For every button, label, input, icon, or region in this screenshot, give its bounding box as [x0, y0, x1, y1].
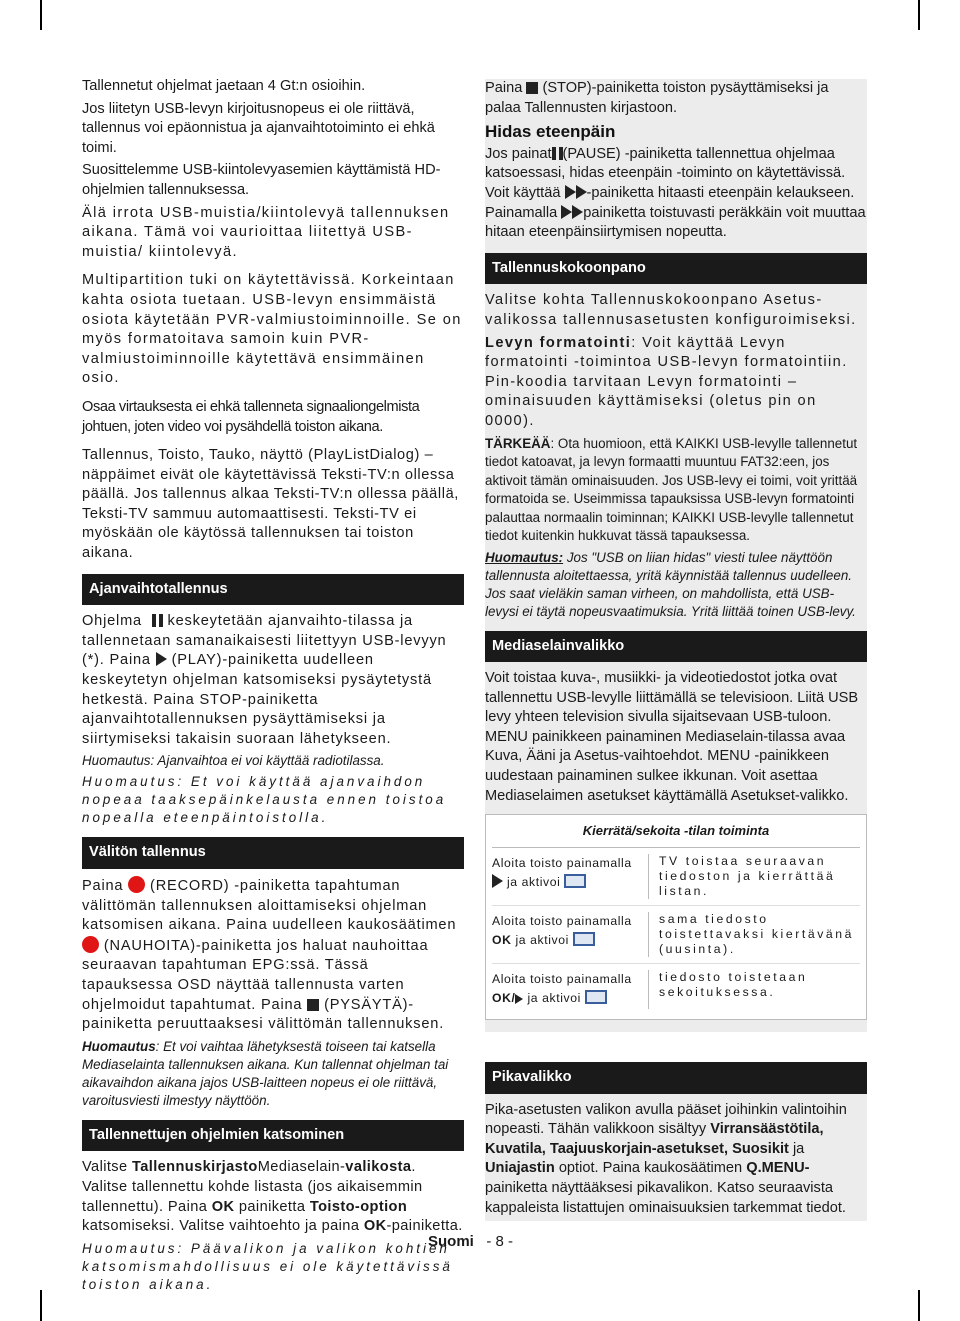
crop-mark [40, 0, 42, 30]
section-header-timeshift: Ajanvaihtotallennus [82, 574, 464, 606]
quick-menu-section [485, 1062, 867, 1221]
section-header-recording-config: Tallennuskokoonpano [485, 253, 867, 285]
page-footer [428, 1233, 513, 1250]
paragraph: Jos liitetyn USB-levyn kirjoitusnopeus ei ole riittävä, tallennus voi epäonnistua ja ajanvaihtotoiminto ei ehkä toimi. [82, 100, 435, 156]
important-paragraph: TÄRKEÄÄ: Ota huomioon, että KAIKKI USB-levylle tallennetut tiedot katoavat, ja levyn formaatti muuntuu FAT32:een, jos aktivoit tämän ominaisuuden. Jos USB-levy ei toimi, voit yrittää formatoida se. Useimmissa tapauksissa USB-levyn formatointi palauttaa normaalin toiminnan; KAIKKI USB-levylle tallennetut tiedot kuitenkin hukkuvat tässä tapauksessa. [485, 435, 858, 543]
fast-forward-icon [561, 205, 572, 219]
paragraph: Tallennus, Toisto, Tauko, näyttö (PlayListDialog) –näppäimet eivät ole käytettävissä Teksti-TV:n ollessa päällä. Jos tallennus alkaa Teksti-TV:n ollessa päällä, Teksti-TV sammuu automaattisesti. Teksti-TV ei myöskään ole käytössä tallennuksen tai toiston aikana. [82, 447, 459, 562]
section-header-media-browser: Mediaselainvalikko [485, 631, 867, 663]
table-row: Aloita toisto painamalla OK ja aktivoi sama tiedosto toistettavaksi kiertävänä (uusinta). [492, 906, 860, 964]
section-header-quick-menu: Pikavalikko [485, 1062, 867, 1094]
loop-shuffle-table [485, 814, 867, 1020]
play-icon [492, 874, 503, 888]
watching-paragraph: Valitse TallennuskirjastoMediaselain-valikosta. Valitse tallennettu kohde listasta (jos aikaisemmin tallennettu). Paina OK painiketta Toisto-option katsomiseksi. Valitse vaihtoehto ja paina OK-painiketta. [82, 1159, 463, 1235]
format-paragraph: Levyn formatointi: Voit käyttää Levyn formatointi -toimintoa USB-levyn formatointiin. Pin-koodia tarvitaan Levyn formatointi –ominaisuuden käyttämiseksi (oletus pin on 0000). [485, 334, 848, 429]
section-header-watching-recordings: Tallennettujen ohjelmien katsominen [82, 1120, 464, 1152]
footer-language: Suomi [428, 1233, 474, 1250]
fast-forward-icon [565, 185, 576, 199]
section-header-instant-recording: Välitön tallennus [82, 837, 464, 869]
repeat-one-icon [573, 932, 595, 946]
table-title: Kierrätä/sekoita -tilan toiminta [492, 819, 860, 848]
stop-icon [526, 82, 538, 94]
note: Huomautus: Et voi vaihtaa lähetyksestä toiseen tai katsella Mediaselainta tallennuksen aikana. Kun tallennat ohjelman tai aikavaihdon aikana jajos USB-laitteen nopeus ei ole riittävä, varoitusviesti ilmestyy näyttöön. [82, 1038, 449, 1108]
table-row: Aloita toisto painamalla ja aktivoi TV toistaa seuraavan tiedoston ja kierrättää listan. [492, 848, 860, 906]
paragraph: Multipartition tuki on käytettävissä. Korkeintaan kahta osiota tuetaan. USB-levyn ensimmäistä osiota käytetään PVR-valmiustoiminnoille. Se on myös formatoitava samoin kuin PVR-valmiustoiminnoille käytettävä ensimmäinen osio. [82, 272, 462, 387]
shuffle-icon [585, 990, 607, 1004]
fast-forward-icon [572, 205, 583, 219]
stop-paragraph: Paina (STOP)-painiketta toiston pysäyttämiseksi ja palaa Tallennusten kirjastoon. [485, 80, 829, 116]
paragraph: Valitse kohta Tallennuskokoonpano Asetus-valikossa tallennusasetusten konfiguroimiseksi. [485, 292, 857, 328]
paragraph: Suosittelemme USB-kiintolevyasemien käyttämistä HD-ohjelmien tallennuksessa. [82, 162, 441, 198]
instant-recording-paragraph: Paina (RECORD) -painiketta tapahtuman välittömän tallennuksen aloittamiseksi ohjelman katsomisen aikana. Paina uudelleen kaukosäätimen (NAUHOITA)-painiketta jos haluat nauhoittaa seuraavan tapahtuman EPG:ssä. Tässä tapauksessa OSD näyttää tallennusta varten ohjelmoidut tapahtumat. Paina (PYSÄYTÄ)-painiketta peruuttaaksesi välittömän tallennuksen. [82, 878, 457, 1033]
table-row: Aloita toisto painamalla OK/ ja aktivoi tiedosto toistetaan sekoituksessa. [492, 964, 860, 1015]
note: Huomautus: Päävalikon ja valikon kohtien katsomismahdollisuus ei ole käytettävissä toiston aikana. [82, 1240, 453, 1292]
play-icon [515, 994, 523, 1004]
note: Huomautus: Ajanvaihtoa ei voi käyttää radiotilassa. [82, 753, 385, 769]
left-column [82, 77, 464, 1297]
paragraph: Voit toistaa kuva-, musiikki- ja videotiedostot jotka ovat tallennettu USB-levylle liittämällä se televisioon. Liitä USB levy yhteen television sivulla sijaitsevaan USB-tuloon. MENU painikkeen painaminen Mediaselain-tilassa avaa Kuva, Ääni ja Asetus-vaihtoehdot. MENU -painikkeen uudestaan painaminen sulkee ikkunan. Voit asettaa Mediaselaimen asetukset käyttämällä Asetukset-valikko. [485, 670, 859, 804]
crop-mark [918, 1290, 920, 1321]
crop-mark [40, 1290, 42, 1321]
page-number: - 8 - [486, 1233, 514, 1250]
section-header-slow-forward: Hidas eteenpäin [485, 122, 616, 142]
slow-forward-paragraph: Jos painat (PAUSE) -painiketta tallennettua ohjelmaa katsoessasi, hidas eteenpäin -toiminto on käytettävissä. Voit käyttää -painiketta hitaasti eteenpäin kelaukseen. Painamalla painiketta toistuvasti peräkkäin voit muuttaa hitaan eteenpäinsiirtymisen nopeutta. [485, 145, 866, 241]
note: Huomautus: Et voi käyttää ajanvaihdon nopeaa taaksepäinkelausta ennen toistoa nopealla eteenpäintoistolla. [82, 774, 447, 826]
paragraph: Tallennetut ohjelmat jaetaan 4 Gt:n osioihin. [82, 78, 366, 94]
right-column [485, 79, 867, 1032]
play-icon [156, 652, 167, 666]
stop-icon [307, 999, 319, 1011]
quick-menu-paragraph: Pika-asetusten valikon avulla pääset joihinkin valintoihin nopeasti. Tähän valikkoon sisältyy Virransäästötila, Kuvatila, Taajuuskorjain-asetukset, Suosikit ja Uniajastin optiot. Paina kaukosäätimen Q.MENU-painiketta näyttääksesi pikavalikon. Katso seuraavista kappaleista listattujen ominaisuuksien tarkemmat tiedot. [485, 1101, 847, 1216]
record-icon [82, 936, 99, 953]
fast-forward-icon [576, 185, 587, 199]
note: Huomautus: Jos "USB on liian hidas" viesti tulee näyttöön tallennusta aloitettaessa, yritä käynnistää tallennus uudelleen. Jos saat vieläkin saman virheen, on mahdollista, että USB-levysi ei täytä nopeusvaatimuksia. Yritä liittää toinen USB-levy. [485, 549, 856, 619]
pause-icon [552, 147, 563, 160]
record-icon [128, 876, 145, 893]
crop-mark [918, 0, 920, 30]
loop-icon [564, 874, 586, 888]
paragraph: Osaa virtauksesta ei ehkä tallenneta signaaliongelmista johtuen, joten video voi pysähdellä toiston aikana. [82, 398, 420, 435]
pause-icon [152, 614, 163, 627]
timeshift-paragraph: Ohjelma keskeytetään ajanvaihto-tilassa ja tallennetaan samanaikaisesti liitettyyn USB-levyyn (*). Paina (PLAY)-painiketta uudelleen keskeytetyn ohjelman katsomiseksi pysäytetystä hetkestä. Paina STOP-painiketta ajanvaihtotallennuksen pysäyttämiseksi ja siirtymiseksi takaisin suoraan lähetykseen. [82, 613, 447, 747]
paragraph: Älä irrota USB-muistia/kiintolevyä tallennuksen aikana. Tämä voi vaurioittaa liitettyä USB-muistia/ kiintolevyä. [82, 204, 450, 260]
